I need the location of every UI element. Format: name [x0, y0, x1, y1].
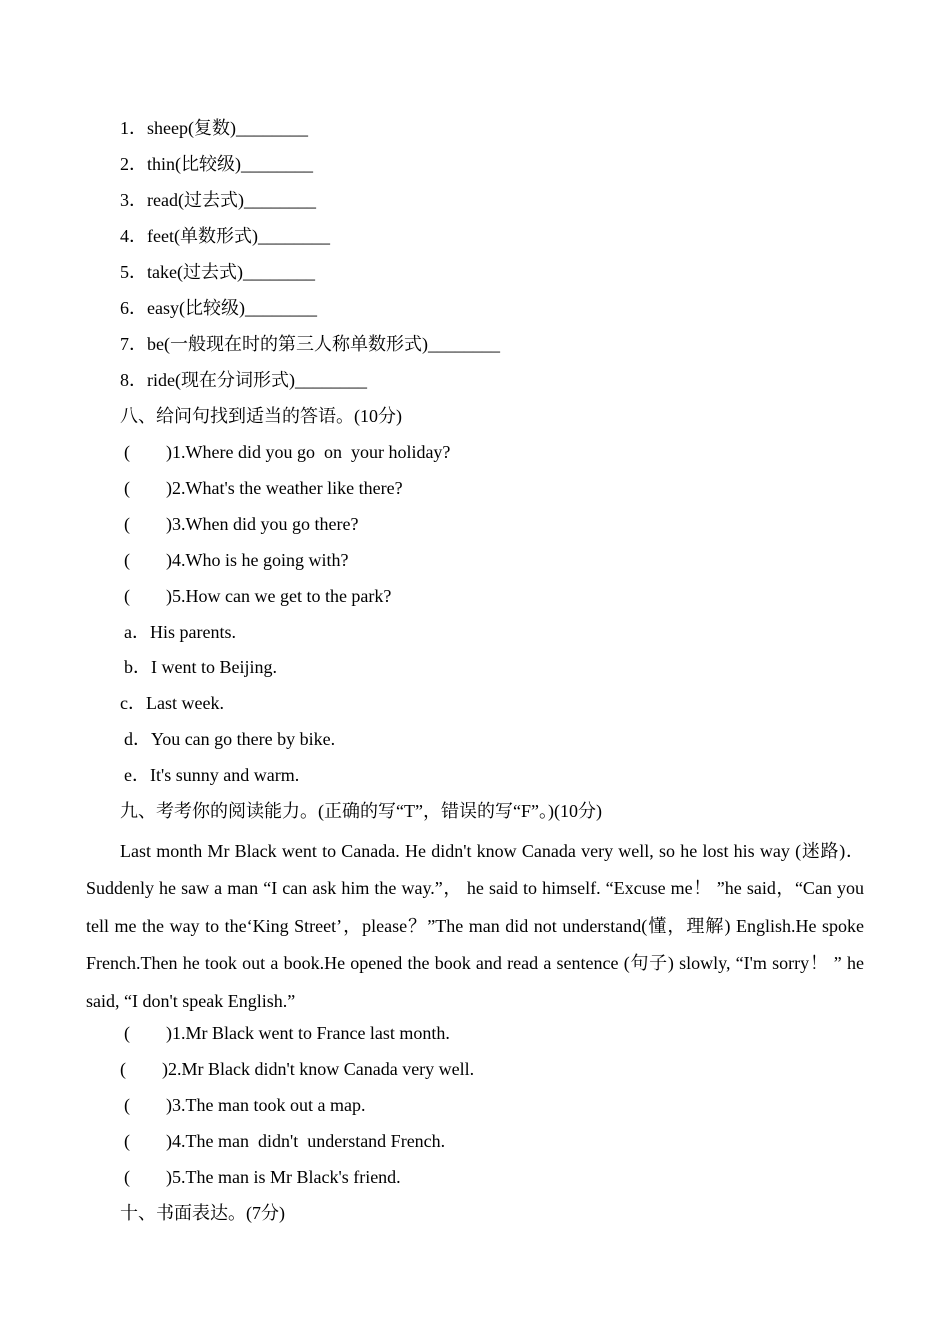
statement-2: ( )2.Mr Black didn't know Canada very well. — [120, 1059, 475, 1079]
question-1: ( )1.Where did you go on your holiday? — [124, 442, 451, 462]
answer-d: d．You can go there by bike. — [124, 729, 336, 749]
question-2: ( )2.What's the weather like there? — [124, 478, 403, 498]
answer-e: e．It's sunny and warm. — [124, 765, 300, 785]
question-5: ( )5.How can we get to the park? — [124, 586, 392, 606]
statement-4: ( )4.The man didn't understand French. — [124, 1131, 446, 1151]
answer-a: a．His parents. — [124, 622, 236, 642]
word-form-item-6: 6．easy(比较级)________ — [120, 298, 317, 318]
word-form-item-3: 3．read(过去式)________ — [120, 190, 316, 210]
section-10-title: 十、书面表达。(7分) — [120, 1203, 285, 1223]
question-4: ( )4.Who is he going with? — [124, 550, 349, 570]
answer-c: c．Last week. — [120, 693, 224, 713]
statement-3: ( )3.The man took out a map. — [124, 1095, 366, 1115]
section-8-title: 八、给问句找到适当的答语。(10分) — [120, 406, 402, 426]
statement-5: ( )5.The man is Mr Black's friend. — [124, 1167, 401, 1187]
section-9-title: 九、考考你的阅读能力。(正确的写“T”，错误的写“F”。)(10分) — [120, 801, 602, 821]
reading-passage: Last month Mr Black went to Canada. He didn't know Canada very well, so he lost his way (迷路)．Suddenly he saw a man “I can ask him the way.”， he said to himself. “Excuse me！ ”he said，“Can you tell me the way to the‘King Street’，please？”The man did not understand(懂，理解) English.He spoke French.Then he took out a book.He opened the book and read a sentence (句子) slowly, “I'm sorry！ ” he said, “I don't speak English.” — [86, 841, 864, 1011]
question-3: ( )3.When did you go there? — [124, 514, 359, 534]
answer-b: b．I went to Beijing. — [124, 657, 277, 677]
word-form-item-4: 4．feet(单数形式)________ — [120, 226, 330, 246]
word-form-item-5: 5．take(过去式)________ — [120, 262, 315, 282]
word-form-item-2: 2．thin(比较级)________ — [120, 154, 313, 174]
word-form-item-8: 8．ride(现在分词形式)________ — [120, 370, 367, 390]
word-form-item-7: 7．be(一般现在时的第三人称单数形式)________ — [120, 334, 500, 354]
statement-1: ( )1.Mr Black went to France last month. — [124, 1023, 450, 1043]
word-form-item-1: 1．sheep(复数)________ — [120, 118, 308, 138]
